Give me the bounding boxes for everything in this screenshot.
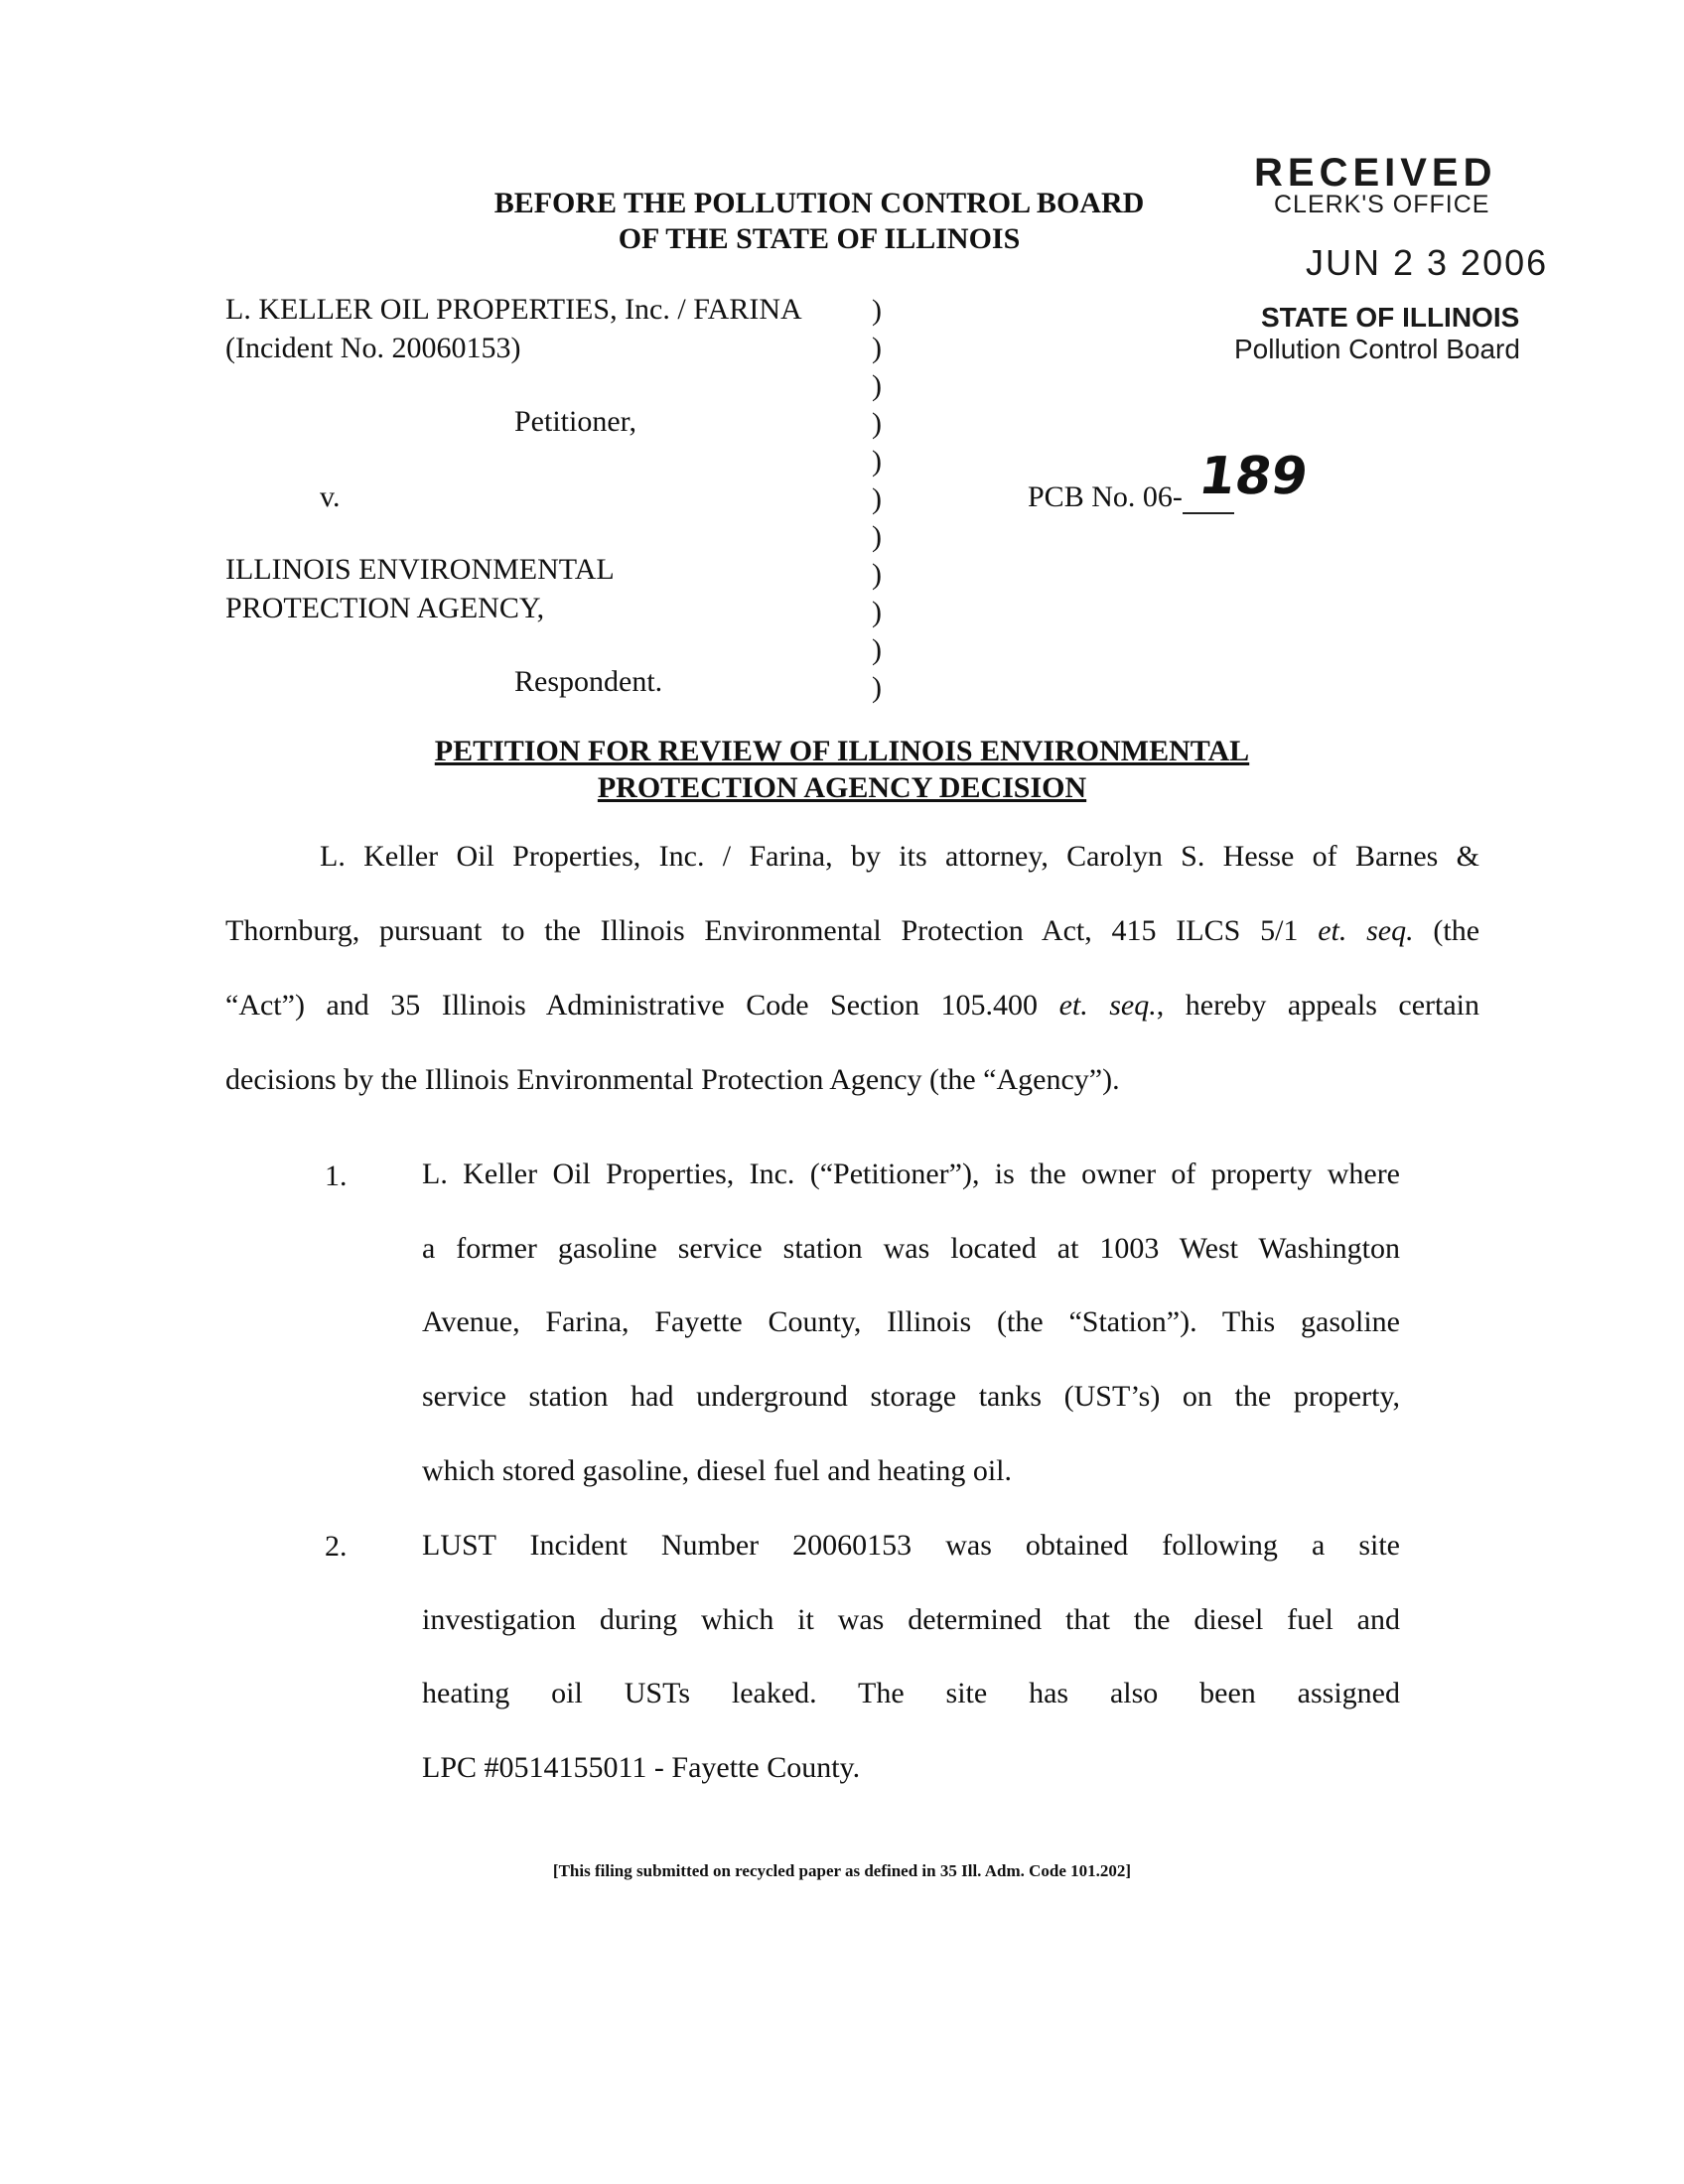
intro-line-4: decisions by the Illinois Environmental Protection Agency (the “Agency”). [225,1063,1120,1096]
petitioner-role: Petitioner, [514,405,636,438]
item-1-line-2: a former gasoline service station was located at 1003 West Washington [422,1232,1400,1265]
petition-title-line1: PETITION FOR REVIEW OF ILLINOIS ENVIRONMENTAL [434,735,1250,767]
petition-title-line2: PROTECTION AGENCY DECISION [597,771,1087,804]
received-stamp-state: STATE OF ILLINOIS [1261,302,1520,333]
item-1-line-3: Avenue, Farina, Fayette County, Illinois (the “Station”). This gasoline [422,1305,1400,1338]
caption-paren: ) [872,407,882,440]
respondent-role: Respondent. [514,665,663,698]
petitioner-name: L. KELLER OIL PROPERTIES, Inc. / FARINA [225,293,802,326]
caption-paren: ) [872,294,882,327]
incident-number: (Incident No. 20060153) [225,332,521,364]
versus-label: v. [320,480,341,513]
caption-paren: ) [872,671,882,704]
respondent-name-line2: PROTECTION AGENCY, [225,592,545,624]
board-title-line1: BEFORE THE POLLUTION CONTROL BOARD [493,187,1145,219]
caption-paren: ) [872,520,882,553]
intro-line-3: “Act”) and 35 Illinois Administrative Code Section 105.400 et. seq., hereby appeals certain [225,989,1480,1022]
item-2-line-4: LPC #0514155011 - Fayette County. [422,1751,861,1784]
item-1-line-5: which stored gasoline, diesel fuel and heating oil. [422,1454,1013,1487]
caption-paren: ) [872,482,882,515]
item-number: 2. [325,1530,348,1563]
caption-paren: ) [872,596,882,628]
board-title-line2: OF THE STATE OF ILLINOIS [618,222,1021,255]
caption-paren: ) [872,558,882,591]
respondent-name-line1: ILLINOIS ENVIRONMENTAL [225,553,615,586]
pcb-number-prefix: PCB No. 06- [1028,480,1183,513]
caption-paren: ) [872,332,882,364]
received-stamp-title: RECEIVED [1254,151,1497,195]
received-stamp-date: JUN 2 3 2006 [1306,242,1549,283]
caption-paren: ) [872,445,882,478]
pcb-handwritten-number: 189 [1194,447,1312,506]
item-2-line-2: investigation during which it was determined that the diesel fuel and [422,1603,1400,1636]
recycled-paper-footer: [This filing submitted on recycled paper as defined in 35 Ill. Adm. Code 101.202] [552,1861,1132,1880]
intro-line-2: Thornburg, pursuant to the Illinois Environmental Protection Act, 415 ILCS 5/1 et. seq. (the [225,914,1480,947]
received-stamp-board: Pollution Control Board [1234,334,1520,364]
intro-line-1: L. Keller Oil Properties, Inc. / Farina, by its attorney, Carolyn S. Hesse of Barnes & [320,840,1479,873]
received-stamp-clerk: CLERK'S OFFICE [1274,191,1490,218]
item-number: 1. [325,1160,348,1192]
item-2-line-3: heating oil USTs leaked. The site has also been assigned [422,1677,1400,1709]
caption-paren: ) [872,369,882,402]
item-1-line-1: L. Keller Oil Properties, Inc. (“Petitioner”), is the owner of property where [422,1158,1400,1190]
item-2-line-1: LUST Incident Number 20060153 was obtained following a site [422,1529,1400,1562]
item-1-line-4: service station had underground storage tanks (UST’s) on the property, [422,1380,1400,1413]
caption-paren: ) [872,633,882,666]
